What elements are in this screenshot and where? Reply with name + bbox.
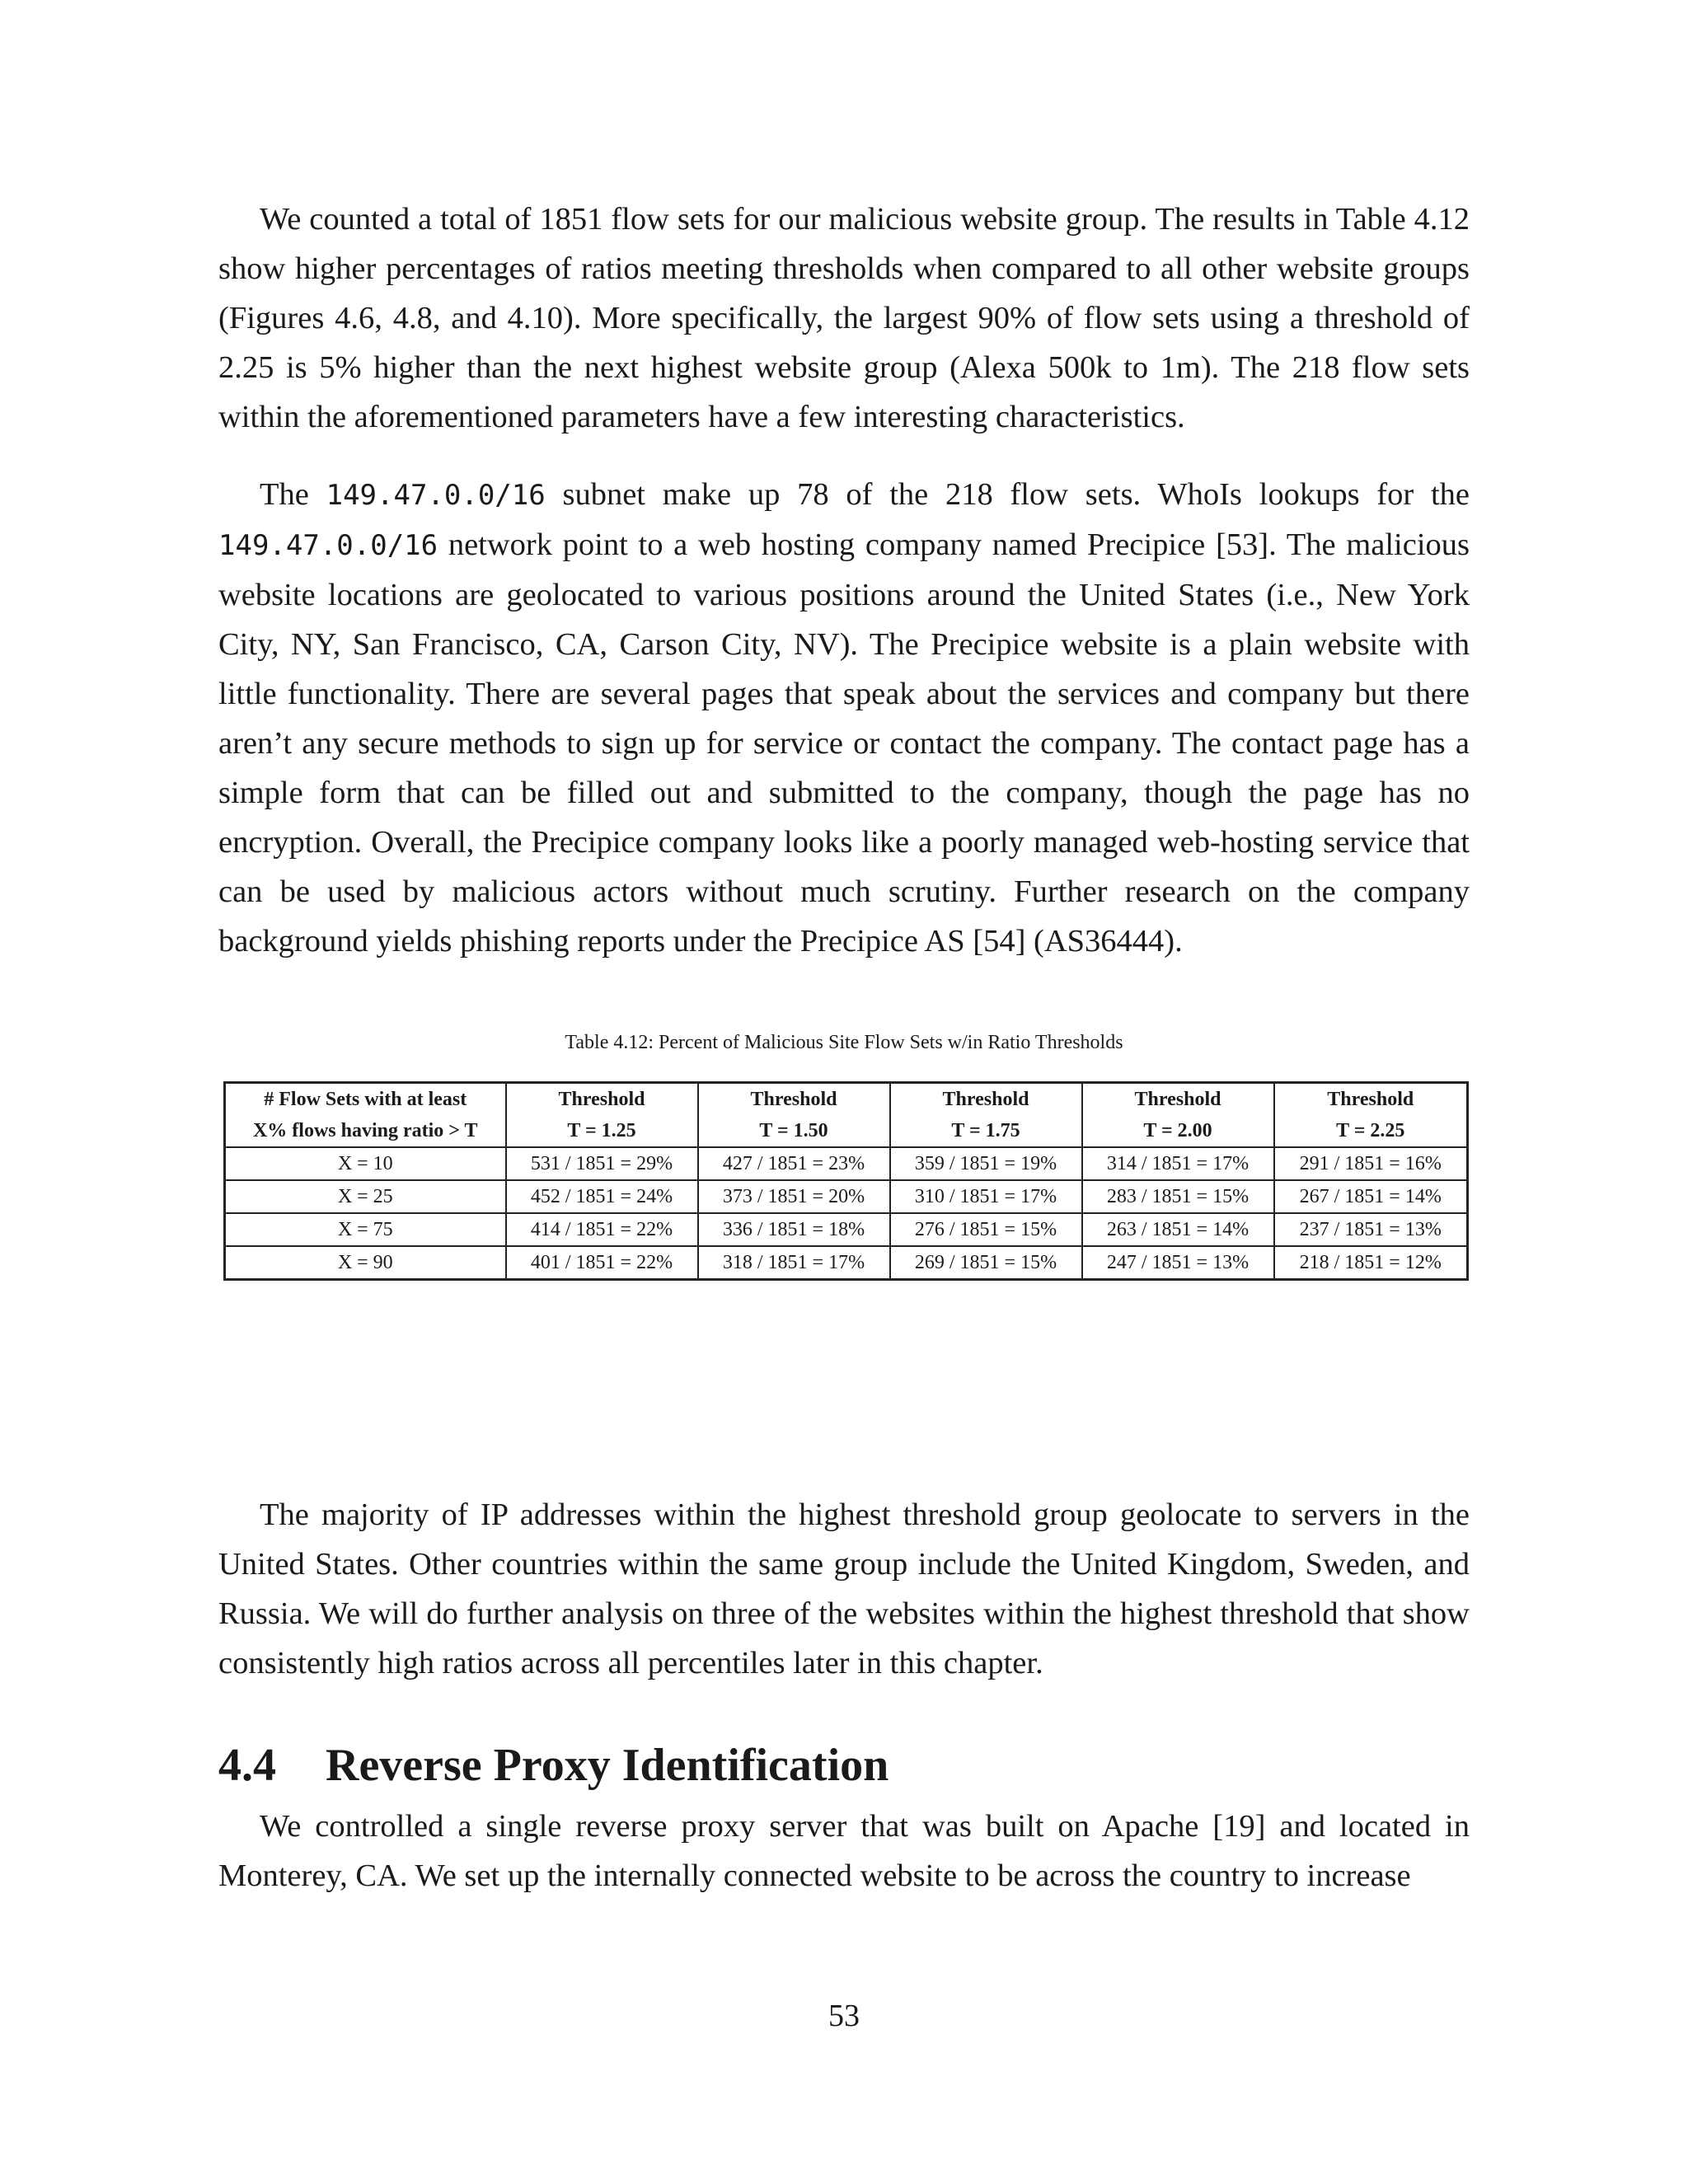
paragraph-text: subnet make up 78 of the 218 flow sets. WhoIs lookups for the (545, 477, 1470, 512)
table-cell: 310 / 1851 = 17% (890, 1180, 1082, 1213)
table-header-row (225, 1083, 1468, 1116)
table-cell: 336 / 1851 = 18% (698, 1213, 890, 1246)
section-title: Reverse Proxy Identification (326, 1740, 889, 1791)
table-row (225, 1147, 1468, 1180)
column-header: T = 2.00 (1082, 1115, 1274, 1147)
column-header: T = 2.25 (1274, 1115, 1468, 1147)
table-row (225, 1213, 1468, 1246)
table-cell: X = 75 (225, 1213, 506, 1246)
column-header: X% flows having ratio > T (225, 1115, 506, 1147)
paragraph-text: We controlled a single reverse proxy server that was built on Apache [19] and located in Monterey, CA. We set up the internally connected website to be across the country to increase (218, 1809, 1470, 1893)
table-cell: 247 / 1851 = 13% (1082, 1246, 1274, 1280)
paragraph-text: The (260, 477, 326, 512)
column-header: Threshold (890, 1083, 1082, 1116)
table-cell: 452 / 1851 = 24% (506, 1180, 698, 1213)
table-cell: 276 / 1851 = 15% (890, 1213, 1082, 1246)
paragraph-precipice-subnet (218, 470, 1470, 966)
table-cell: 427 / 1851 = 23% (698, 1147, 890, 1180)
table-cell: 291 / 1851 = 16% (1274, 1147, 1468, 1180)
table-cell: 318 / 1851 = 17% (698, 1246, 890, 1280)
table-cell: 401 / 1851 = 22% (506, 1246, 698, 1280)
table-cell: 314 / 1851 = 17% (1082, 1147, 1274, 1180)
table-cell: 283 / 1851 = 15% (1082, 1180, 1274, 1213)
table-row (225, 1246, 1468, 1280)
table-cell: X = 25 (225, 1180, 506, 1213)
paragraph-text: We counted a total of 1851 flow sets for our malicious website group. The results in Table 4.12 show higher percentages of ratios meeting thresholds when compared to all other website groups (Figures 4.6, 4.8, and 4.10). More specifically, the largest 90% of flow sets using a threshold of 2.25 is 5% higher than the next highest website group (Alexa 500k to 1m). The 218 flow sets within the aforementioned parameters have a few interesting characteristics. (218, 202, 1470, 434)
table-caption: Table 4.12: Percent of Malicious Site Flow Sets w/in Ratio Thresholds (565, 1032, 1123, 1053)
page-number: 53 (828, 1999, 860, 2033)
column-header: T = 1.25 (506, 1115, 698, 1147)
table-cell: 359 / 1851 = 19% (890, 1147, 1082, 1180)
results-table (223, 1081, 1469, 1281)
paragraph-text: The majority of IP addresses within the highest threshold group geolocate to servers in the United States. Other countries within the same group include the United Kingdom, Sweden, and Russia. We will do further analysis on three of the websites within the highest threshold that show consistently high ratios across all percentiles later in this chapter. (218, 1497, 1470, 1680)
table-cell: 531 / 1851 = 29% (506, 1147, 698, 1180)
section-heading (218, 1734, 889, 1797)
table-cell: X = 10 (225, 1147, 506, 1180)
column-header: Threshold (1274, 1083, 1468, 1116)
table-cell: 237 / 1851 = 13% (1274, 1213, 1468, 1246)
table-cell: 218 / 1851 = 12% (1274, 1246, 1468, 1280)
paragraph-reverse-proxy (218, 1802, 1470, 1900)
paragraph-text: network point to a web hosting company named Precipice [53]. The malicious website locations are geolocated to various positions around the United States (i.e., New York City, NY, San Francisco, CA, Carson City, NV). The Precipice website is a plain website with little functionality. There are several pages that speak about the services and company but there aren’t any secure methods to sign up for service or contact the company. The contact page has a simple form that can be filled out and submitted to the company, though the page has no encryption. Overall, the Precipice company looks like a poorly managed web-hosting service that can be used by malicious actors without much scrutiny. Further research on the company background yields phishing reports under the Precipice AS [54] (AS36444). (218, 527, 1470, 958)
column-header: Threshold (1082, 1083, 1274, 1116)
column-header: T = 1.75 (890, 1115, 1082, 1147)
table-header-row (225, 1115, 1468, 1147)
column-header: T = 1.50 (698, 1115, 890, 1147)
paragraph-flow-sets-summary (218, 194, 1470, 442)
table-cell: 267 / 1851 = 14% (1274, 1180, 1468, 1213)
section-number: 4.4 (218, 1740, 276, 1791)
table-cell: 269 / 1851 = 15% (890, 1246, 1082, 1280)
column-header: # Flow Sets with at least (225, 1083, 506, 1116)
subnet-code: 149.47.0.0/16 (326, 479, 546, 512)
table-cell: 373 / 1851 = 20% (698, 1180, 890, 1213)
column-header: Threshold (698, 1083, 890, 1116)
table-cell: 263 / 1851 = 14% (1082, 1213, 1274, 1246)
table-cell: X = 90 (225, 1246, 506, 1280)
table-row (225, 1180, 1468, 1213)
column-header: Threshold (506, 1083, 698, 1116)
subnet-code: 149.47.0.0/16 (218, 529, 438, 562)
paragraph-geolocation (218, 1490, 1470, 1688)
table-cell: 414 / 1851 = 22% (506, 1213, 698, 1246)
